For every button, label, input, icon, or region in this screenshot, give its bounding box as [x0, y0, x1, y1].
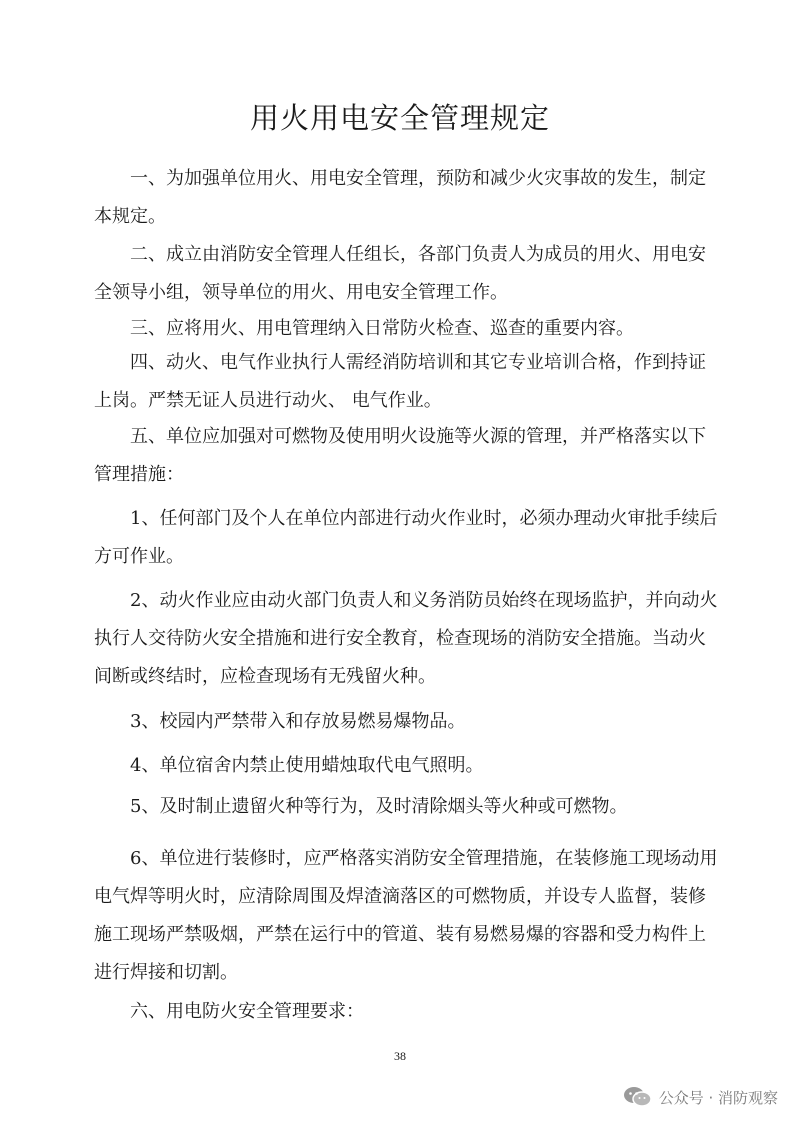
paragraph-5: 五、单位应加强对可燃物及使用明火设施等火源的管理，并严格落实以下管理措施： — [94, 426, 706, 485]
page-number: 38 — [394, 1049, 406, 1063]
wechat-official-account-icon — [623, 1085, 653, 1109]
paragraph-12: 六、用电防火安全管理要求： — [94, 1001, 364, 1022]
page-title: 用火用电安全管理规定 — [249, 101, 550, 135]
paragraph-1: 一、为加强单位用火、用电安全管理，预防和减少火灾事故的发生，制定本规定。 — [94, 168, 706, 227]
paragraph-3: 三、应将用火、用电管理纳入日常防火检查、巡查的重要内容。 — [94, 318, 634, 339]
paragraph-4: 四、动火、电气作业执行人需经消防培训和其它专业培训合格，作到持证上岗。严禁无证人员进行动火、 电气作业。 — [94, 352, 706, 411]
paragraph-10: 5、及时制止遗留火种等行为，及时清除烟头等火种或可燃物。 — [94, 796, 628, 817]
paragraph-11: 6、单位进行装修时，应严格落实消防安全管理措施，在装修施工现场动用电气焊等明火时，应清除周围及焊渣滴落区的可燃物质，并设专人监督，装修施工现场严禁吸烟，严禁在运行中的管道、装有易燃易爆的容器和受力构件上进行焊接和切割。 — [94, 848, 718, 983]
watermark-text: 公众号 · 消防观察 — [658, 1088, 778, 1107]
watermark — [623, 1085, 778, 1109]
paragraph-7: 2、动火作业应由动火部门负责人和义务消防员始终在现场监护，并向动火执行人交待防火安全措施和进行安全教育，检查现场的消防安全措施。当动火间断或终结时，应检查现场有无残留火种。 — [94, 590, 718, 687]
paragraph-9: 4、单位宿舍内禁止使用蜡烛取代电气照明。 — [94, 755, 484, 776]
paragraph-8: 3、校园内严禁带入和存放易燃易爆物品。 — [94, 711, 466, 732]
paragraph-2: 二、成立由消防安全管理人任组长，各部门负责人为成员的用火、用电安全领导小组，领导单位的用火、用电安全管理工作。 — [94, 244, 706, 303]
paragraph-6: 1、任何部门及个人在单位内部进行动火作业时，必须办理动火审批手续后方可作业。 — [94, 508, 718, 567]
